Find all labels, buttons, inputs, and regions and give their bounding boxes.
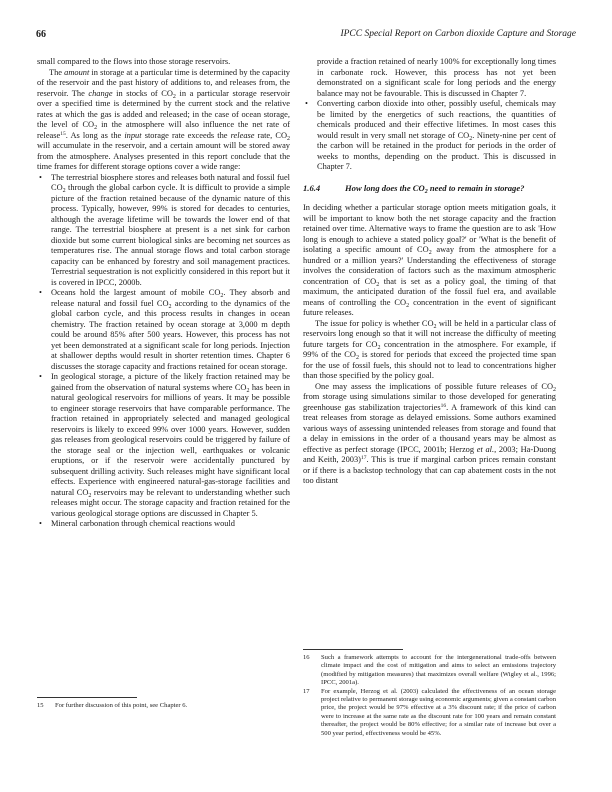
list-item: • The terrestrial biosphere stores and releases both natural and fossil fuel $CO_2$ through the global carbon cycle. It is difficult to provide a simple picture of the fraction retained because of the dynamic nature of this process. Typically, however, 99% is stored for decades to centuries, although the average lifetime will be towards the lower end of that range. The terrestrial biosphere at present is a net sink for carbon dioxide but some current biological sinks are becoming net sources as temperatures rise. The annual storage flows and total carbon storage capacity can be enhanced by forestry and soil management practices. Terrestrial sequestration is not explicitly considered in this report but it is covered in IPCC, 2000b. bbox=[37, 173, 290, 289]
footnotes-right bbox=[303, 649, 556, 738]
paragraph: One may assess the implications of possible future releases of $CO_2$ from storage using simulations similar to those developed for generating greenhouse gas stabilization trajectories$^{16}$. A framework of this kind can treat releases from storage as delayed emissions. Some authors examined various ways of assessing unintended releases from storage and found that a delay in emissions in the order of a thousand years may be almost as effective as perfect storage (IPCC, 2001b; Herzog et al., 2003; Ha-Duong and Keith, 2003)$^{17}$. This is true if marginal carbon prices remain constant or if there is a backstop technology that can cap abatement costs in the not too distant bbox=[303, 381, 556, 485]
footnote-ref: 15 bbox=[60, 130, 66, 137]
footnote: 16 Such a framework attempts to account for the intergenerational trade-offs between climate impact and the cost of mitigation and aims to select an emissions trajectory (modified by mitigation measures) that maximizes overall welfare (Wigley et al., 1996; IPCC, 2001a). bbox=[303, 654, 556, 687]
paragraph: small compared to the flows into those storage reservoirs. bbox=[37, 57, 231, 66]
list-item: • Mineral carbonation through chemical reactions would bbox=[37, 519, 290, 530]
footnote-ref: 17 bbox=[360, 455, 367, 461]
footnote: 15 For further discussion of this point, see Chapter 6. bbox=[37, 702, 188, 709]
section-heading bbox=[303, 183, 556, 194]
storage-options-list bbox=[37, 173, 290, 530]
footnote: 17 For example, Herzog et al. (2003) calculated the effectiveness of an ocean storage project relative to permanent storage using economic arguments; given a constant carbon price, the project would be 97% effective at a 3% discount rate; if the price of carbon were to increase at the same rate as the discount rate for 100 years and remain constant thereafter, the project would be 80% effective; for a similar rate of increase but over a 500 year period, effectiveness would be 45%. bbox=[303, 687, 556, 737]
right-column bbox=[303, 57, 556, 487]
list-item: • Oceans hold the largest amount of mobile $CO_2$. They absorb and release natural and fossil fuel $CO_2$ according to the dynamics of the global carbon cycle, and this process results in changes in ocean chemistry. The fraction retained by ocean storage at 3,000 m depth could be around 85% after 500 years. However, this process has not yet been demonstrated at a significant scale for long periods. Injection at shallower depths would result in shorter retention times. Chapter 6 discusses the storage capacity and fractions retained for ocean storage. bbox=[37, 288, 290, 372]
page-header bbox=[36, 29, 576, 43]
list-item: • Converting carbon dioxide into other, possibly useful, chemicals may be limited by the energetics of such reactions, the quantities of chemicals produced and their effective lifetimes. In most cases this would result in very small net storage of $CO_2$. Ninety-nine per cent of the carbon will be retained in the product for periods in the order of weeks to months, depending on the product. This is discussed in Chapter 7. bbox=[303, 99, 556, 173]
running-title: IPCC Special Report on Carbon dioxide Capture and Storage bbox=[340, 29, 576, 39]
list-item: • In geological storage, a picture of the likely fraction retained may be gained from the observation of natural systems where $CO_2$ has been in natural geological reservoirs for millions of years. It may be possible to engineer storage reservoirs that have comparable performance. The fraction retained in appropriately selected and managed geological reservoirs is likely to exceed 99% over 1000 years. However, sudden gas releases from geological reservoirs could be triggered by failure of the storage seal or the injection well, earthquakes or volcanic eruptions, or if the reservoir were accidentally punctured by subsequent drilling activity. Such releases might have significant local effects. Experience with engineered natural-gas-storage facilities and natural $CO_2$ reservoirs may be relevant to understanding whether such releases might occur. The storage capacity and fraction retained for the various geological storage options are discussed in Chapter 5. bbox=[37, 372, 290, 519]
footnote-ref: 16 bbox=[440, 402, 447, 409]
section-title: How long does the $CO_2$ need to remain in storage? bbox=[345, 182, 525, 195]
page-number: 66 bbox=[36, 29, 46, 40]
footnote-divider bbox=[37, 697, 137, 698]
footnote-divider bbox=[303, 649, 403, 650]
footnotes-left bbox=[37, 697, 290, 710]
left-column bbox=[37, 57, 290, 530]
paragraph: provide a fraction retained of nearly 100% for exceptionally long times in carbonate rock. However, this process has not yet been demonstrated on a significant scale for long periods and the energy balance may not be favourable. This is discussed in Chapter 7. bbox=[317, 57, 556, 98]
paragraph: In deciding whether a particular storage option meets mitigation goals, it will be important to know both the net storage capacity and the fraction retained over time. Alternative ways to frame the question are to ask 'How long is enough to achieve a stated policy goal?' or 'What is the benefit of isolating a specific amount of $CO_2$ away from the atmosphere for a hundred or a million years?' Understanding the effectiveness of storage involves the consideration of factors such as the maximum atmospheric concentration of $CO_2$ that is set as a policy goal, the timing of that maximum, the anticipated duration of the fossil fuel era, and available means of controlling the $CO_2$ concentration in the event of significant future releases. bbox=[303, 203, 556, 317]
section-number: 1.6.4 bbox=[303, 182, 321, 193]
paragraph: The issue for policy is whether $CO_2$ will be held in a particular class of reservoirs long enough so that it will not increase the difficulty of meeting future targets for $CO_2$ concentration in the atmosphere. For example, if 99% of the $CO_2$ is stored for periods that exceed the projected time span for the use of fossil fuels, this should not to lead to concentrations higher than those specified by the policy goal. bbox=[303, 318, 557, 380]
storage-options-list-cont bbox=[303, 99, 556, 173]
paragraph: The amount in storage at a particular time is determined by the capacity of the reservoir and the past history of additions to, and releases from, the reservoir. The change in stocks of $CO_2$ in a particular storage reservoir over a specified time is determined by the current stock and the relative rates at which the gas is added and released; in the case of ocean storage, the level of $CO_2$ in the atmosphere will also influence the net rate of release$^{15}$. As long as the input storage rate exceeds the release rate, $CO_2$ will accumulate in the reservoir, and a certain amount will be stored away from the atmosphere. Analyses presented in this report conclude that the time frames for different storage options cover a wide range: bbox=[37, 67, 291, 171]
